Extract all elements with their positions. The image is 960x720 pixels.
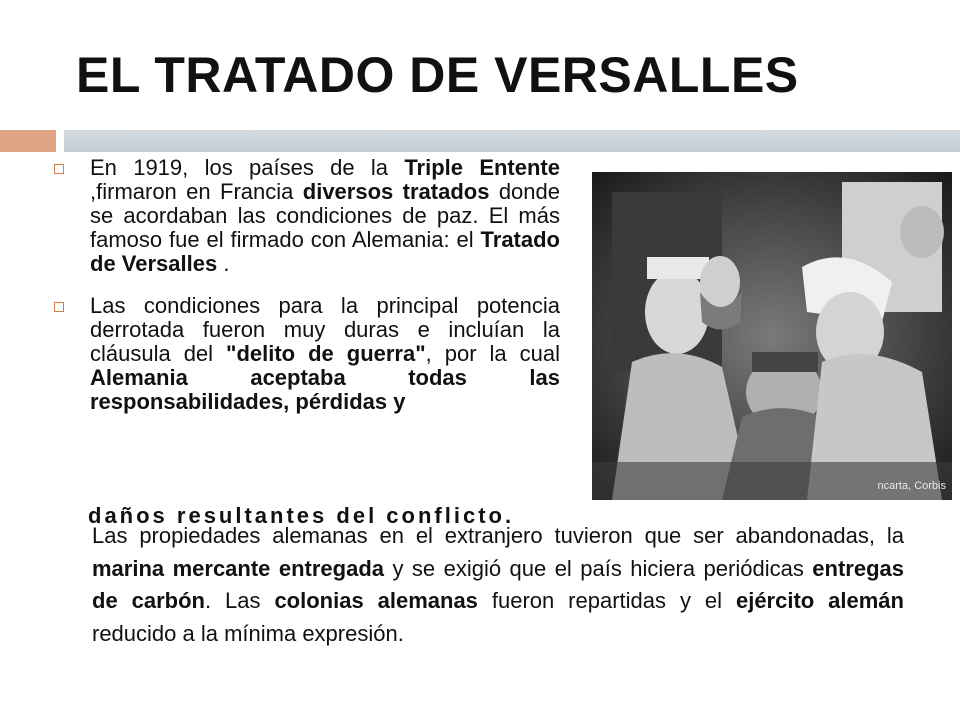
paragraph-bold-text: colonias alemanas (274, 588, 478, 613)
bullet-bold-text: Triple Entente (404, 155, 560, 180)
title-accent-bar (0, 130, 56, 152)
bullet-bold-text: diversos tratados (302, 179, 490, 204)
paragraph-text: reducido a la mínima expresión. (92, 620, 404, 646)
square-bullet-icon (54, 164, 64, 174)
bullet-list (48, 156, 560, 432)
slide-title: EL TRATADO DE VERSALLES (76, 47, 799, 103)
bullet-item (48, 294, 560, 414)
body-paragraph (92, 520, 904, 650)
bullet-text: donde se acordaban las condiciones de paz. El más famoso fue el firmado con Alemania: el (90, 179, 560, 252)
paragraph-text: y se exigió que el país hiciera periódicas (384, 555, 813, 581)
bullet-text: , por la cual (425, 341, 560, 366)
photo-illustration (592, 172, 952, 500)
paragraph-bold-text: entregas de carbón (92, 555, 905, 613)
bullet-text: Las condiciones para la principal potencia derrotada fueron muy duras e incluían la cláusula del (90, 293, 560, 366)
bullet-text: En 1919, los países de la (90, 155, 405, 180)
paragraph-bold-text: ejército alemán (735, 588, 904, 613)
paragraph-text: Las propiedades alemanas en el extranjero tuvieron que ser abandonadas, la (92, 523, 904, 548)
paragraph-text: fueron repartidas y el (477, 588, 736, 613)
paragraph-bold-text: marina mercante entregada (92, 555, 385, 581)
bullet-text: ,firmaron en Francia (90, 179, 303, 204)
overlapping-bullet-text: daños resultantes del conflicto. (88, 503, 515, 528)
bullet-bold-text: "delito de guerra" (226, 341, 426, 366)
title-underline-bar (64, 130, 960, 152)
bullet-bold-text: Alemania aceptaba todas las responsabilidades, pérdidas y (90, 365, 560, 414)
square-bullet-icon (54, 302, 64, 312)
bullet-bold-text: Tratado de Versalles (90, 227, 560, 276)
bullet-item (48, 156, 560, 276)
paragraph-text: . Las (204, 588, 275, 613)
bullet-text: . (217, 251, 230, 276)
historical-photo (592, 172, 952, 500)
photo-credit: ncarta, Corbis (877, 480, 946, 492)
